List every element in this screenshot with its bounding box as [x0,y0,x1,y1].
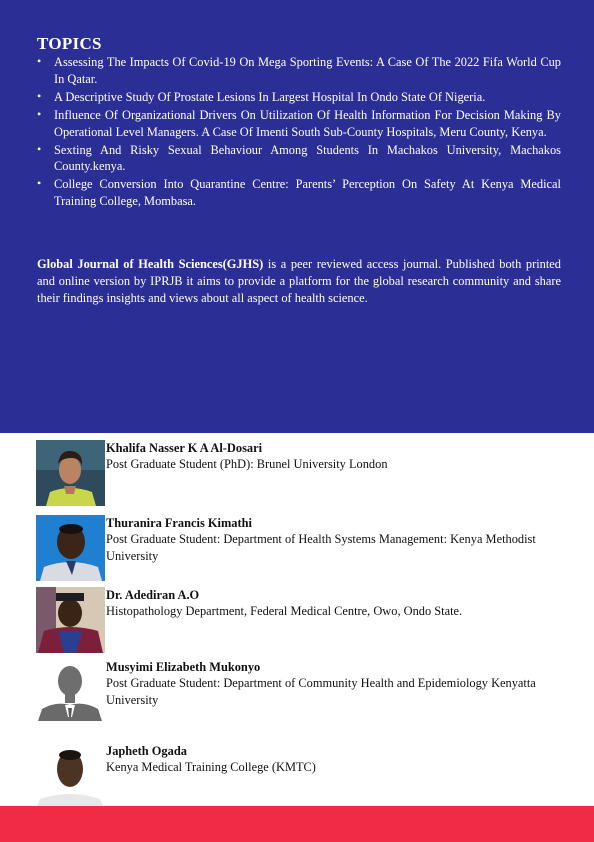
bullet-icon: • [37,54,42,68]
author-photo [36,743,105,809]
author-info [106,515,566,564]
footer-bar [0,806,594,842]
author-info [106,743,566,776]
journal-name: Global Journal of Health Sciences(GJHS) [37,257,264,271]
author-photo [36,440,105,506]
author-role: Histopathology Department, Federal Medical Centre, Owo, Ondo State. [106,604,463,618]
author-role: Post Graduate Student (PhD): Brunel University London [106,457,388,471]
bullet-icon: • [37,106,42,121]
topics-heading: TOPICS [37,34,102,53]
author-role: Kenya Medical Training College (KMTC) [106,760,316,774]
author-role: Post Graduate Student: Department of Community Health and Epidemiology Kenyatta University [106,676,536,707]
author-name: Dr. Adediran A.O [106,588,200,602]
author-name: Khalifa Nasser K A Al-Dosari [106,441,263,455]
topic-item: • A Descriptive Study Of Prostate Lesions In Largest Hospital In Ondo State Of Nigeria. [37,88,486,104]
author-info [106,659,566,708]
author-info [106,440,566,473]
bullet-icon: • [37,141,42,156]
bullet-icon: • [37,176,42,191]
topic-item: • Influence Of Organizational Drivers On Utilization Of Health Information For Decision Making By Operational Level Managers. A Case Of Imenti South Sub-County Hospitals, Meru County, Kenya. [37,106,561,139]
topic-item: • Sexting And Risky Sexual Behaviour Among Students In Machakos University, Machakos County.kenya. [37,141,561,174]
journal-description-text: is a peer reviewed access journal. Published both printed and online version by IPRJB it aims to provide a platform for the global research community and share their findings insights and views about all aspect of health science. [37,257,561,305]
author-photo [36,515,105,581]
author-photo [36,587,105,653]
bullet-icon: • [37,88,42,103]
topic-item: • College Conversion Into Quarantine Centre: Parents’ Perception On Safety At Kenya Medical Training College, Mombasa. [37,176,561,209]
topics-list [37,54,561,211]
author-name: Thuranira Francis Kimathi [106,516,252,530]
journal-description [37,256,561,307]
author-info [106,587,566,620]
author-name: Japheth Ogada [106,744,187,758]
author-name: Musyimi Elizabeth Mukonyo [106,660,261,674]
author-photo [36,659,105,725]
topic-item: • Assessing The Impacts Of Covid-19 On Mega Sporting Events: A Case Of The 2022 Fifa World Cup In Qatar. [37,54,561,86]
author-role: Post Graduate Student: Department of Health Systems Management: Kenya Methodist University [106,532,536,563]
